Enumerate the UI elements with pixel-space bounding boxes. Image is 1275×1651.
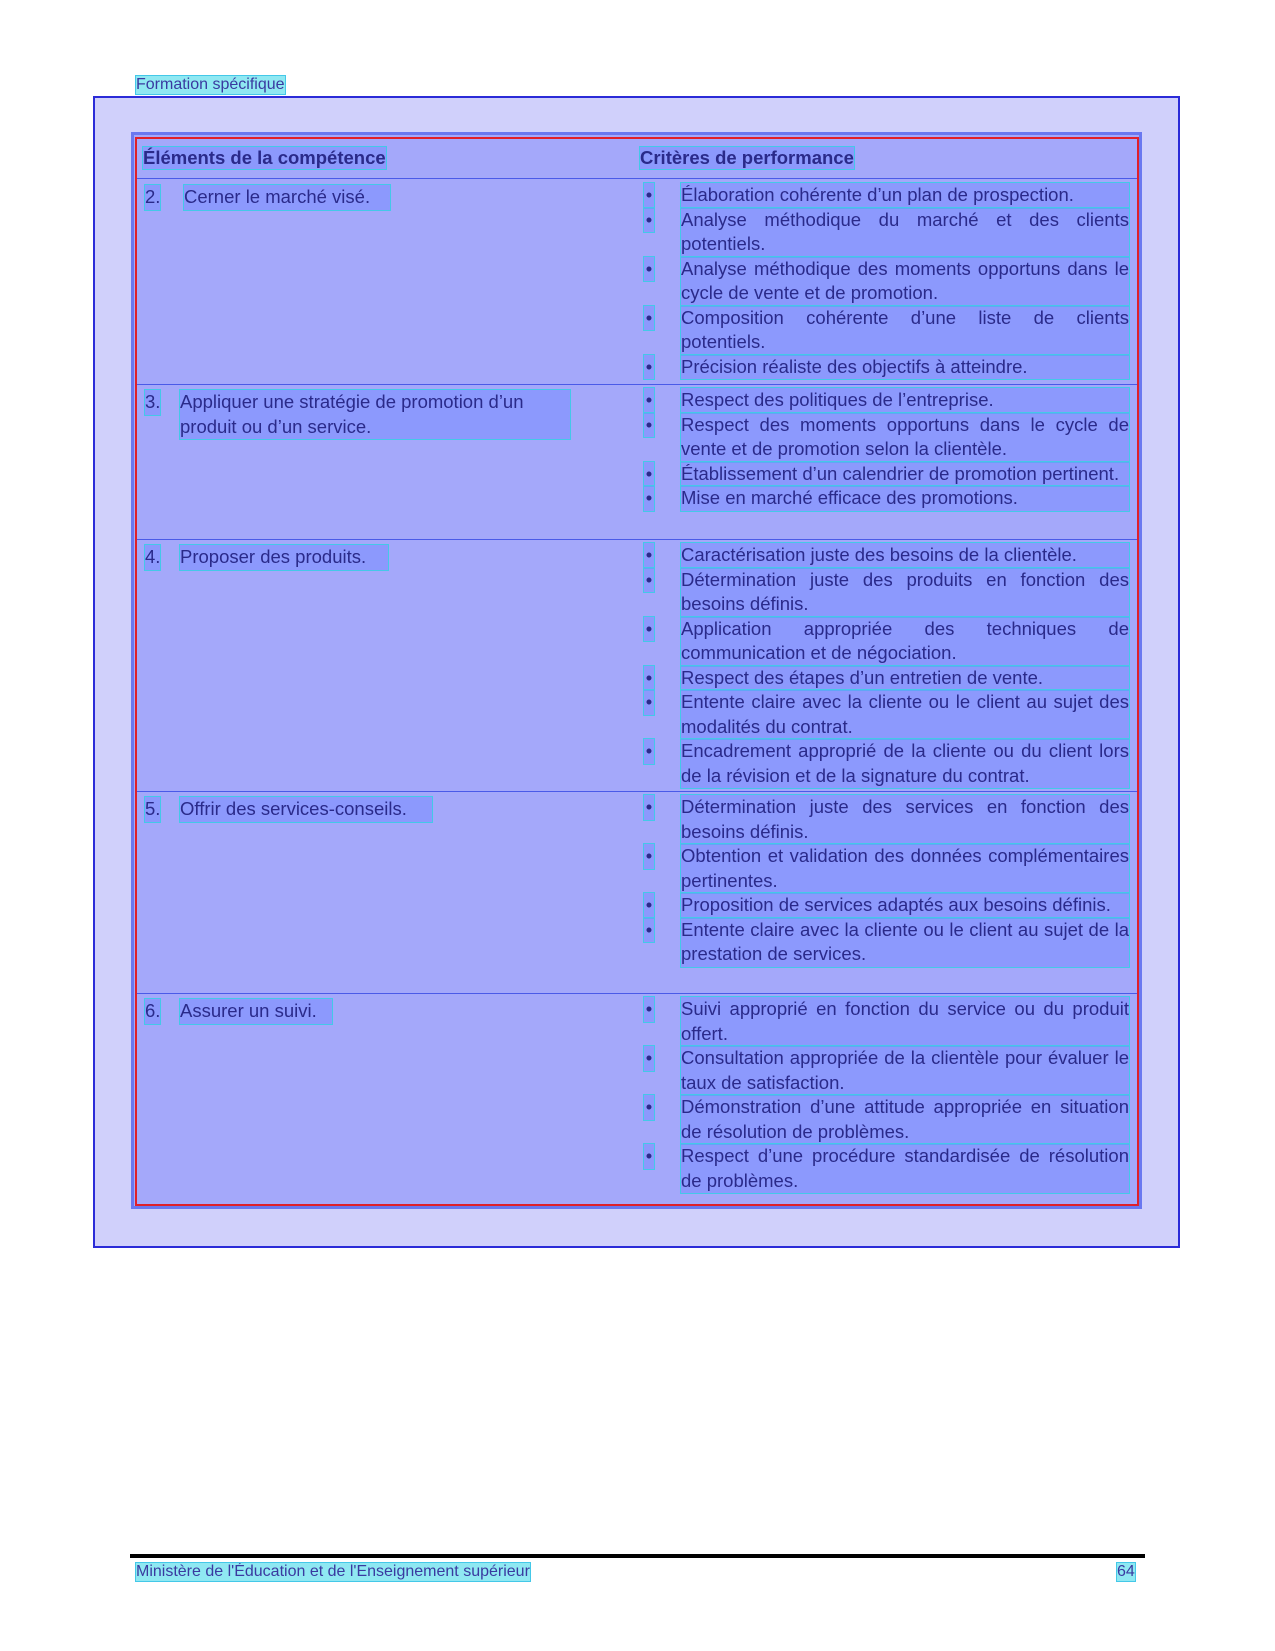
row-separator	[137, 539, 1137, 540]
criterion-item	[644, 1144, 1129, 1193]
bullet-icon: •	[644, 486, 654, 511]
criterion-text: Analyse méthodique des moments opportuns dans le cycle de vente et de promotion.	[681, 257, 1129, 306]
bullet-icon: •	[644, 997, 654, 1022]
criterion-item	[644, 617, 1129, 666]
criterion-text: Démonstration d’une attitude appropriée en situation de résolution de problèmes.	[681, 1095, 1129, 1144]
row-separator	[137, 384, 1137, 385]
criterion-text: Établissement d’un calendrier de promotion pertinent.	[681, 462, 1129, 487]
bullet-icon: •	[644, 183, 654, 208]
criterion-item	[644, 844, 1129, 893]
criteria-list	[644, 183, 1129, 379]
bullet-icon: •	[644, 666, 654, 691]
bullet-icon: •	[644, 690, 654, 715]
element-number: 5.	[145, 797, 160, 822]
criterion-text: Élaboration cohérente d’un plan de prospection.	[681, 183, 1129, 208]
criterion-item	[644, 208, 1129, 257]
criterion-item	[644, 795, 1129, 844]
bullet-icon: •	[644, 1095, 654, 1120]
criterion-item	[644, 257, 1129, 306]
criterion-text: Précision réaliste des objectifs à atteindre.	[681, 355, 1129, 380]
criterion-item	[644, 568, 1129, 617]
element-number: 4.	[145, 545, 160, 570]
criterion-text: Application appropriée des techniques de communication et de négociation.	[681, 617, 1129, 666]
bullet-icon: •	[644, 257, 654, 282]
element-text: Assurer un suivi.	[180, 999, 332, 1024]
criterion-item	[644, 355, 1129, 380]
column-header-criteria: Critères de performance	[640, 147, 854, 168]
bullet-icon: •	[644, 543, 654, 568]
criterion-text: Encadrement approprié de la cliente ou du client lors de la révision et de la signature du contrat.	[681, 739, 1129, 788]
criterion-item	[644, 462, 1129, 487]
bullet-icon: •	[644, 462, 654, 487]
bullet-icon: •	[644, 893, 654, 918]
element-text: Proposer des produits.	[180, 545, 388, 570]
criterion-text: Analyse méthodique du marché et des clients potentiels.	[681, 208, 1129, 257]
bullet-icon: •	[644, 795, 654, 820]
bullet-icon: •	[644, 388, 654, 413]
criterion-text: Mise en marché efficace des promotions.	[681, 486, 1129, 511]
criterion-item	[644, 388, 1129, 413]
criterion-item	[644, 997, 1129, 1046]
criterion-item	[644, 543, 1129, 568]
bullet-icon: •	[644, 413, 654, 438]
criterion-text: Proposition de services adaptés aux besoins définis.	[681, 893, 1129, 918]
criterion-item	[644, 183, 1129, 208]
bullet-icon: •	[644, 568, 654, 593]
bullet-icon: •	[644, 208, 654, 233]
element-text: Appliquer une stratégie de promotion d’un produit ou d’un service.	[180, 390, 570, 439]
criteria-list	[644, 795, 1129, 967]
criterion-text: Entente claire avec la cliente ou le client au sujet des modalités du contrat.	[681, 690, 1129, 739]
bullet-icon: •	[644, 739, 654, 764]
criterion-text: Obtention et validation des données complémentaires pertinentes.	[681, 844, 1129, 893]
criterion-text: Respect d’une procédure standardisée de résolution de problèmes.	[681, 1144, 1129, 1193]
bullet-icon: •	[644, 306, 654, 331]
criterion-item	[644, 893, 1129, 918]
footer-ministry: Ministère de l'Éducation et de l'Enseignement supérieur	[136, 1563, 530, 1580]
footer-rule	[130, 1554, 1145, 1558]
criterion-text: Respect des étapes d’un entretien de vente.	[681, 666, 1129, 691]
criteria-list	[644, 543, 1129, 788]
bullet-icon: •	[644, 617, 654, 642]
element-number: 6.	[145, 999, 160, 1024]
criterion-text: Composition cohérente d’une liste de clients potentiels.	[681, 306, 1129, 355]
column-header-elements: Éléments de la compétence	[143, 147, 386, 168]
header-separator	[137, 178, 1137, 179]
criterion-text: Détermination juste des produits en fonction des besoins définis.	[681, 568, 1129, 617]
bullet-icon: •	[644, 918, 654, 943]
element-number: 3.	[145, 390, 160, 415]
criterion-item	[644, 413, 1129, 462]
criterion-item	[644, 306, 1129, 355]
criterion-item	[644, 486, 1129, 511]
element-number: 2.	[145, 185, 160, 210]
criterion-text: Détermination juste des services en fonction des besoins définis.	[681, 795, 1129, 844]
bullet-icon: •	[644, 1144, 654, 1169]
criterion-text: Consultation appropriée de la clientèle pour évaluer le taux de satisfaction.	[681, 1046, 1129, 1095]
row-separator	[137, 791, 1137, 792]
criterion-item	[644, 918, 1129, 967]
criterion-text: Respect des moments opportuns dans le cycle de vente et de promotion selon la clientèle.	[681, 413, 1129, 462]
criterion-item	[644, 666, 1129, 691]
element-text: Cerner le marché visé.	[184, 185, 390, 210]
criterion-item	[644, 690, 1129, 739]
criterion-item	[644, 1095, 1129, 1144]
criterion-text: Caractérisation juste des besoins de la clientèle.	[681, 543, 1129, 568]
bullet-icon: •	[644, 844, 654, 869]
page-number: 64	[1117, 1563, 1135, 1580]
row-separator	[137, 993, 1137, 994]
element-text: Offrir des services-conseils.	[180, 797, 432, 822]
bullet-icon: •	[644, 355, 654, 380]
criteria-list	[644, 388, 1129, 511]
criterion-text: Respect des politiques de l’entreprise.	[681, 388, 1129, 413]
criteria-list	[644, 997, 1129, 1193]
criterion-text: Suivi approprié en fonction du service ou du produit offert.	[681, 997, 1129, 1046]
criterion-item	[644, 739, 1129, 788]
criterion-item	[644, 1046, 1129, 1095]
bullet-icon: •	[644, 1046, 654, 1071]
running-header: Formation spécifique	[136, 76, 285, 93]
criterion-text: Entente claire avec la cliente ou le client au sujet de la prestation de services.	[681, 918, 1129, 967]
